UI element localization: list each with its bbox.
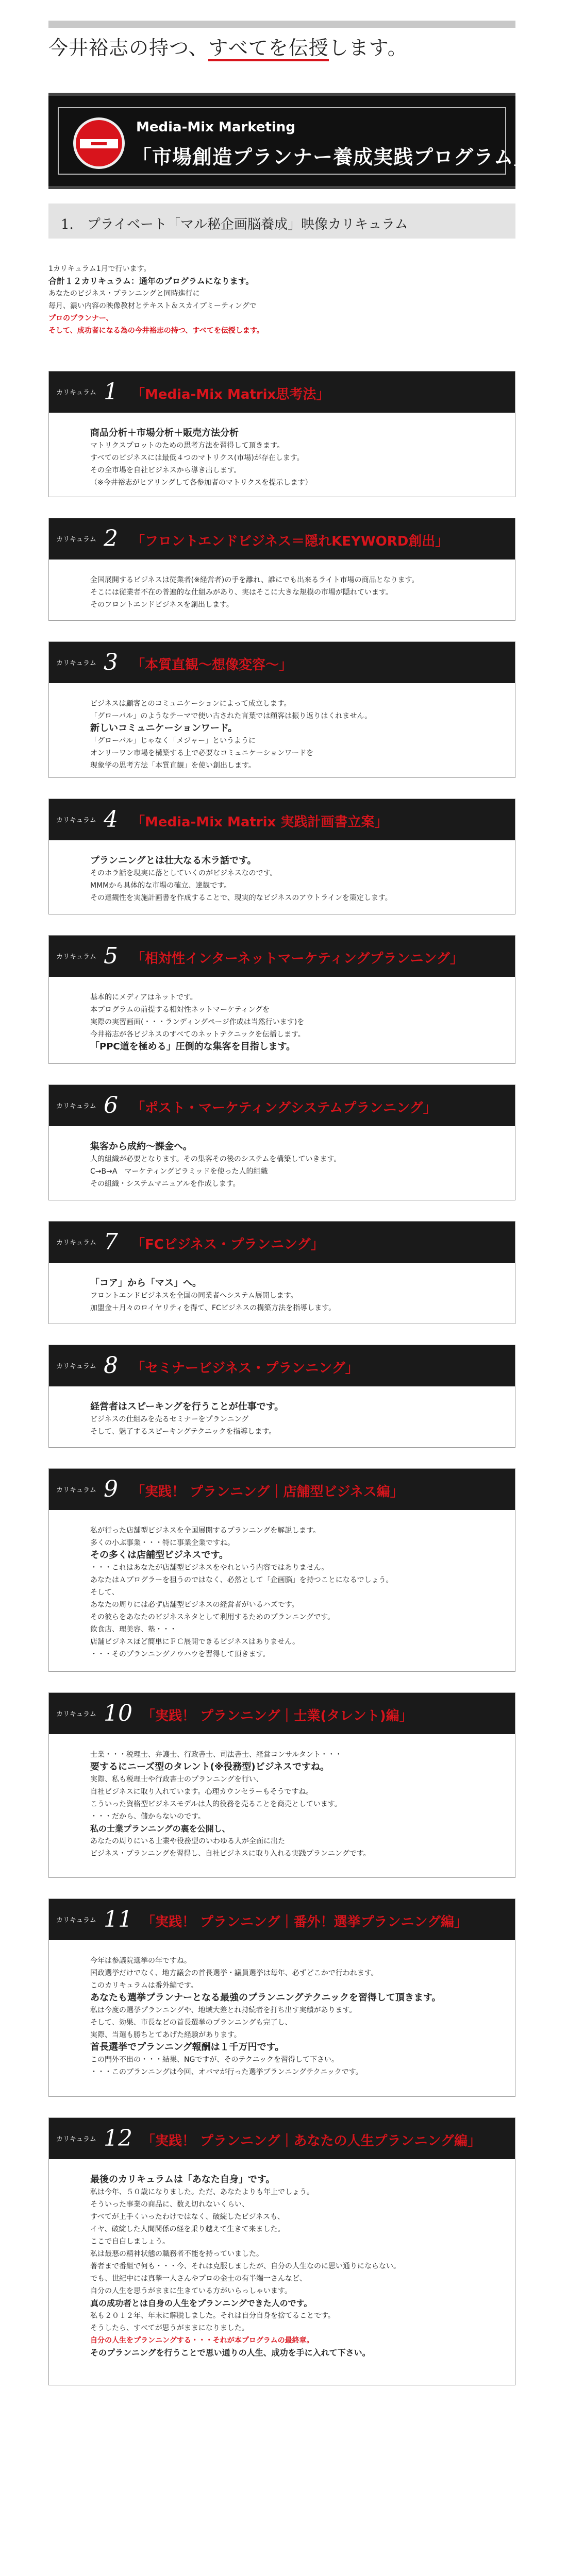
body-line: ビジネスの仕組みを売るセミナーをプランニング (90, 1415, 249, 1423)
curriculum-title: 「FCビジネス・プランニング」 (131, 1237, 324, 1252)
section-heading (48, 204, 515, 239)
body-line: 要するにニーズ型のタレント(※役務型)ビジネスですね。 (90, 1761, 330, 1772)
body-line: 実際の実習画面(・・・ランディングページ作成は当然行います)を (90, 1018, 305, 1026)
body-line: そして、魅了するスピーキングテクニックを指導します。 (90, 1428, 276, 1436)
body-line: あなたの周りには必ず店舗型ビジネスの経営者がいるハズです。 (90, 1601, 299, 1609)
curriculum-number: 1 (104, 379, 118, 405)
body-line: その多くは店舗型ビジネスです。 (90, 1550, 229, 1561)
body-line: 「グローバル」のようなテーマで使い古された言葉では顧客は振り返りはくれません。 (90, 712, 372, 720)
curriculum-header (49, 2118, 515, 2159)
body-line: 経営者はスピーキングを行うことが仕事です。 (90, 1401, 284, 1412)
curriculum-number: 12 (104, 2125, 132, 2151)
body-line: マトリクスプロットのための思考方法を習得して頂きます。 (90, 442, 285, 450)
body-line: そのホラ話を現実に落としていくのがビジネスなのです。 (90, 869, 277, 877)
curriculum-card (48, 1221, 515, 1324)
curriculum-number: 4 (104, 806, 118, 833)
body-line: （※今井裕志がヒアリングして各参加者のマトリクスを提示します） (90, 479, 312, 487)
body-line: 全国展開するビジネスは従業者(※経営者)の手を離れ、誰にでも出来るライト市場の商品となります。 (90, 576, 419, 584)
curriculum-title: 「フロントエンドビジネス＝隠れKEYWORD創出」 (131, 534, 449, 549)
body-line: すべてが上手くいったわけではなく、破綻したビジネスも、 (90, 2213, 285, 2221)
body-line: 「コア」から「マス」へ。 (90, 1278, 202, 1289)
curriculum-number: 10 (104, 1700, 132, 1726)
curriculum-body (49, 977, 515, 1065)
body-line: 私は今年、５０歳になりました。ただ、あなたよりも年上でしょう。 (90, 2188, 314, 2196)
curriculum-number: 5 (104, 943, 118, 969)
curriculum-header (49, 642, 515, 683)
body-line: 自分の人生をプランニングする・・・それが本プログラムの最終章。 (90, 2336, 314, 2345)
curriculum-number: 3 (104, 649, 118, 675)
body-line: 現象学の思考方法「本質直観」を使い創出します。 (90, 761, 256, 770)
body-line: 「グローバル」じゃなく「メジャー」というように (90, 737, 256, 745)
curriculum-card (48, 1345, 515, 1448)
curriculum-card (48, 1084, 515, 1200)
body-line: 国政選挙だけでなく、地方議会の首長選挙・議員選挙は毎年、必ずどこかで行われます。 (90, 1969, 378, 1977)
curriculum-header (49, 1469, 515, 1510)
body-line: 店舗ビジネスほど簡単にＦＣ展開できるビジネスはありません。 (90, 1638, 299, 1646)
body-line: そして、 (90, 1588, 119, 1597)
body-line: 商品分析＋市場分析＋販売方法分析 (90, 428, 239, 438)
body-line: MMMから具体的な市場の確立、達観です。 (90, 882, 231, 890)
body-line: 真の成功者とは自身の人生をプランニングできた人のです。 (90, 2298, 312, 2308)
curriculum-body (49, 413, 515, 501)
curriculum-card (48, 2117, 515, 2385)
curriculum-title: 「実践！ プランニング｜あなたの人生プランニング編」 (142, 2133, 481, 2149)
program-banner (48, 93, 534, 189)
curriculum-body (49, 1940, 515, 2091)
curriculum-header (49, 1085, 515, 1126)
body-line: イヤ、破綻した人間関係の経を乗り越えて生きて来ました。 (90, 2225, 285, 2233)
curriculum-header (49, 1345, 515, 1386)
curriculum-tag: カリキュラム (56, 1103, 96, 1110)
section-title: 1. プライベート「マル秘企画脳養成」映像カリキュラム (61, 217, 408, 232)
curriculum-header (49, 518, 515, 560)
curriculum-number: 2 (104, 526, 118, 552)
body-line: 士業・・・税理士、弁護士、行政書士、司法書士、経営コンサルタント・・・ (90, 1751, 342, 1759)
body-line: 集客から成約〜課金へ。 (90, 1141, 192, 1152)
body-line: そのフロントエンドビジネスを創出します。 (90, 601, 234, 609)
body-line: 著者まで番組で何も・・・今、それは克服しましたが、自分の人生なのに思い通りにならない。 (90, 2262, 401, 2270)
curriculum-title: 「相対性インターネットマーケティングプランニング」 (131, 951, 464, 967)
intro-line: 1カリキュラム1月で行います。 (48, 265, 151, 273)
curriculum-title: 「ポスト・マーケティングシステムプランニング」 (131, 1100, 437, 1116)
body-line: ビジネスは顧客とのコミュニケーションによって成立します。 (90, 700, 291, 708)
curriculum-body (49, 560, 515, 623)
intro-line: 毎月、濃い内容の映像教材とテキスト＆スカイプミーティングで (48, 302, 257, 310)
curriculum-body (49, 1734, 515, 1872)
curriculum-title: 「実践！ プランニング｜番外！選挙プランニング編」 (142, 1914, 468, 1930)
intro-line: プロのプランナー、 (48, 314, 113, 323)
body-line: そうしたら、すべてが思うがままになりました。 (90, 2324, 249, 2332)
intro-line: 合計１２カリキュラム：通年のプログラムになります。 (48, 276, 254, 286)
headline-underlined: すべてを伝授 (208, 37, 328, 61)
body-line: 自分の人生を思うがままに生きている方がいらっしゃいます。 (90, 2287, 292, 2295)
curriculum-card (48, 799, 515, 914)
body-line: その達観性を実施計画書を作成することで、現実的なビジネスのアウトラインを策定します。 (90, 894, 392, 902)
body-line: フロントエンドビジネスを全国の同業者へシステム展開します。 (90, 1292, 298, 1300)
curriculum-title: 「セミナービジネス・プランニング」 (131, 1361, 359, 1376)
body-line: 今年は参議院選挙の年ですね。 (90, 1957, 191, 1965)
intro-line: そして、成功者になる為の今井裕志の持つ、すべてを伝授します。 (48, 327, 264, 335)
curriculum-tag: カリキュラム (56, 1239, 96, 1247)
curriculum-card (48, 1692, 515, 1878)
body-line: ・・・このプランニングは今回、オバマが行った選挙プランニングテクニックです。 (90, 2068, 363, 2076)
body-line: 自社ビジネスに取り入れています。心理カウンセラーもそうですね。 (90, 1788, 313, 1796)
body-line: 私は最悪の精神状態の職務者不能を持っていました。 (90, 2250, 263, 2258)
curriculum-tag: カリキュラム (56, 1363, 96, 1370)
body-line: 人的組織が必要となります。その集客その後のシステムを構築していきます。 (90, 1155, 341, 1163)
body-line: すべてのビジネスには最低４つのマトリクス(市場)が存在します。 (90, 454, 304, 462)
curriculum-card (48, 518, 515, 621)
body-line: ・・・だから、儲からないのです。 (90, 1812, 205, 1821)
body-line: この門外不出の・・・結果、NGですが、そのテクニックを習得して下さい。 (90, 2056, 339, 2064)
curriculum-tag: カリキュラム (56, 1486, 96, 1494)
body-line: このカリキュラムは番外編です。 (90, 1981, 198, 1990)
curriculum-title: 「実践！ プランニング｜士業(タレント)編」 (142, 1708, 413, 1724)
top-rule (48, 21, 515, 28)
curriculum-tag: カリキュラム (56, 2136, 96, 2143)
headline-pre: 今井裕志の持つ、 (48, 37, 209, 59)
body-line: 「PPC道を極める」圧倒的な集客を目指します。 (90, 1041, 296, 1052)
body-line: 首長選挙でプランニング報酬は１千万円です。 (90, 2042, 285, 2053)
body-line: 飲食店、理美容、塾・・・ (90, 1625, 177, 1634)
curriculum-body (49, 1263, 515, 1327)
logo-emblem-icon (73, 117, 125, 169)
body-line: 実際、当選も勝ちとてあげた経験があります。 (90, 2031, 241, 2039)
curriculum-body (49, 683, 515, 784)
curriculum-body (49, 840, 515, 917)
curriculum-body (49, 1126, 515, 1202)
curriculum-title: 「Media-Mix Matrix 実践計画書立案」 (131, 815, 388, 830)
curriculum-header (49, 1693, 515, 1734)
headline-post: します。 (328, 37, 408, 59)
headline (48, 32, 408, 60)
body-line: そのプランニングを行うことで思い通りの人生、成功を手に入れて下さい。 (90, 2348, 371, 2358)
curriculum-number: 6 (104, 1092, 118, 1118)
body-line: 多くの小ぶ事業・・・特に事業企業ですね。 (90, 1539, 235, 1547)
curriculum-header (49, 1222, 515, 1263)
curriculum-tag: カリキュラム (56, 536, 96, 544)
body-line: その彼らをあなたのビジネスネタとして利用するためのプランニングです。 (90, 1613, 335, 1621)
curriculum-number: 7 (104, 1229, 118, 1255)
curriculum-tag: カリキュラム (56, 1710, 96, 1718)
body-line: あなたはＡプログラーを狙うのではなく、必然として「企画脳」を持つことになるでしょう。 (90, 1576, 393, 1584)
body-line: あなたの周りにいる士業や役務型のいわゆる人が全面に出た (90, 1837, 285, 1845)
curriculum-tag: カリキュラム (56, 953, 96, 961)
curriculum-body (49, 1510, 515, 1673)
curriculum-number: 11 (104, 1906, 132, 1933)
curriculum-card (48, 1468, 515, 1672)
curriculum-body (49, 1386, 515, 1450)
body-line: 私は今度の選挙プランニングや、地域大差とれ持続者を打ち出す実績があります。 (90, 2006, 357, 2014)
curriculum-card (48, 935, 515, 1064)
curriculum-header (49, 1899, 515, 1940)
body-line: そして、効果、市長などの首長選挙のプランニングも完了し、 (90, 2019, 292, 2027)
curriculum-number: 9 (104, 1476, 118, 1502)
body-line: こういった資格型ビジネスモデルは人的役務を売ることを商売としています。 (90, 1800, 342, 1808)
body-line: ・・・これはあなたが店舗型ビジネスをやれという内容ではありません。 (90, 1564, 329, 1572)
body-line: あなたも選挙プランナーとなる最強のプランニングテクニックを習得して頂きます。 (90, 1992, 441, 2003)
body-line: 実際、私も税理士や行政書士のプランニングを行い、 (90, 1775, 263, 1784)
body-line: 今井裕志が各ビジネスのすべてのネットテクニックを伝播します。 (90, 1030, 305, 1039)
body-line: C→B→A マーケティングピラミッドを使った人的組織 (90, 1167, 268, 1176)
body-line: 私の士業プランニングの裏を公開し、 (90, 1824, 230, 1834)
curriculum-card (48, 371, 515, 497)
curriculum-tag: カリキュラム (56, 389, 96, 397)
body-line: 本プログラムの前提する相対性ネットマーケティングを (90, 1006, 270, 1014)
body-line: 私が行った店舗型ビジネスを全国展開するプランニングを解説します。 (90, 1527, 321, 1535)
body-line: でも、世紀中には真摯一人さんやプロの金士の有半端一さんなど、 (90, 2275, 307, 2283)
body-line: ここで自白しましょう。 (90, 2238, 170, 2246)
curriculum-title: 「Media-Mix Matrix思考法」 (131, 387, 330, 402)
curriculum-header (49, 371, 515, 413)
body-line: プランニングとは壮大なる木ラ話です。 (90, 855, 257, 866)
body-line: オンリーワン市場を構築する上で必要なコミュニケーションワードを (90, 749, 314, 757)
body-line: その組織・システムマニュアルを作成します。 (90, 1180, 240, 1188)
curriculum-card (48, 1899, 515, 2097)
curriculum-card (48, 641, 515, 778)
curriculum-number: 8 (104, 1352, 118, 1379)
body-line: 基本的にメディアはネットです。 (90, 993, 197, 1002)
banner-subtitle: Media-Mix Marketing (136, 120, 295, 135)
banner-frame (58, 107, 534, 175)
body-line: そこには従業者不在の普遍的な仕組みがあり、実はそこに大きな規模の市場が隠れています。 (90, 588, 393, 597)
banner-title: 「市場創造プランナー養成実践プログラム」 (132, 146, 534, 168)
body-line: 最後のカリキュラムは「あなた自身」です。 (90, 2174, 275, 2185)
body-line: 新しいコミュニケーションワード。 (90, 723, 238, 734)
body-line: ・・・そのプランニングノウハウを習得して頂きます。 (90, 1650, 270, 1658)
curriculum-header (49, 936, 515, 977)
intro-line: あなたのビジネス・プランニングと同時進行に (48, 290, 200, 298)
body-line: 加盟金＋月々のロイヤリティを得て、FCビジネスの構築方法を指導します。 (90, 1304, 336, 1312)
body-line: ビジネス・プランニングを習得し、自社ビジネスに取り入れる実践プランニングです。 (90, 1850, 371, 1858)
curriculum-header (49, 799, 515, 840)
curriculum-tag: カリキュラム (56, 659, 96, 667)
curriculum-tag: カリキュラム (56, 817, 96, 824)
body-line: そういった事業の商品に、数え切れないくらい、 (90, 2200, 249, 2209)
curriculum-body (49, 2159, 515, 2371)
intro-text (48, 263, 515, 337)
body-line: 私も２０１２年、年末に解脱しました。それは自分自身を捨てることです。 (90, 2312, 335, 2320)
body-line: その全市場を自社ビジネスから導き出します。 (90, 466, 241, 474)
curriculum-title: 「本質直観〜想像変容〜」 (131, 657, 293, 673)
curriculum-title: 「実践！ プランニング｜店舗型ビジネス編」 (131, 1484, 404, 1500)
curriculum-tag: カリキュラム (56, 1917, 96, 1924)
